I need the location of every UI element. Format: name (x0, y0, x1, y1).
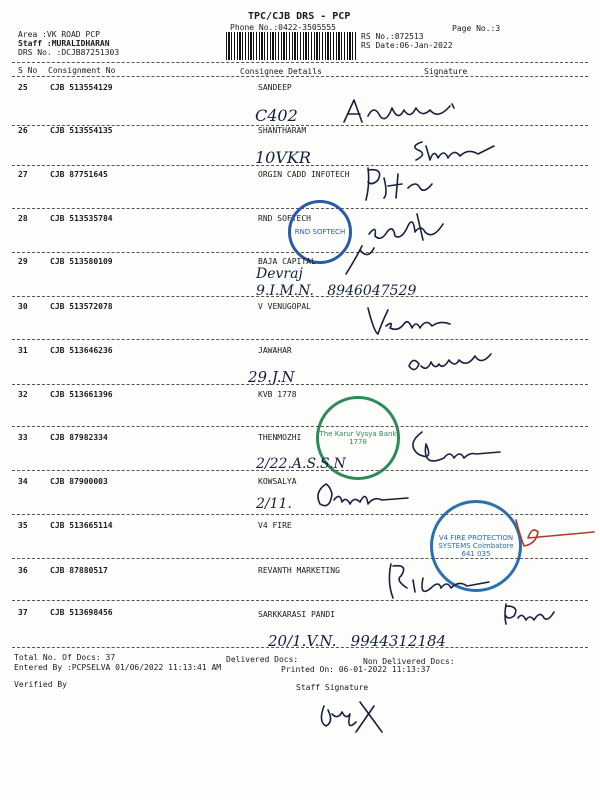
signature-icon (408, 138, 498, 164)
row-consignee: JAWAHAR (258, 346, 292, 355)
row-consignment: CJB 513554135 (50, 126, 113, 135)
total-docs: Total No. Of Docs: 37 (14, 653, 116, 662)
row-sno: 27 (18, 170, 28, 179)
signature-icon (385, 558, 495, 602)
row-divider (12, 296, 588, 297)
row-divider (12, 252, 588, 253)
company-stamp: RND SOFTECH (288, 200, 352, 264)
row-consignee: BAJA CAPITAL (258, 257, 316, 266)
column-consignee: Consignee Details (240, 67, 322, 76)
signature-icon (362, 164, 442, 204)
signature-icon (405, 346, 495, 380)
column-sno: S No (18, 66, 38, 75)
row-handwritten-note: 2/22.A.S.S.N (256, 456, 346, 472)
row-sno: 32 (18, 390, 28, 399)
signature-icon (340, 240, 380, 276)
row-sno: 34 (18, 477, 28, 486)
row-consignee: SARKKARASI PANDI (258, 610, 336, 619)
row-consignment: CJB 87900003 (50, 477, 108, 486)
page-number: Page No.:3 (452, 24, 501, 33)
row-divider (12, 339, 588, 340)
row-consignment: CJB 513535784 (50, 214, 113, 223)
verified-by: Verified By (14, 680, 67, 689)
staff-signature-label: Staff Signature (296, 683, 369, 692)
row-divider (12, 470, 588, 471)
printed-on: Printed On: 06-01-2022 11:13:37 (281, 665, 431, 674)
row-consignee: SANDEEP (258, 83, 292, 92)
staff-signature-icon (316, 692, 386, 736)
row-sno: 30 (18, 302, 28, 311)
rs-number: RS No.:872513 (361, 32, 424, 41)
row-consignment: CJB 513698456 (50, 608, 113, 617)
signature-icon (500, 600, 560, 628)
delivered-docs: Delivered Docs: (226, 655, 299, 664)
non-delivered-docs: Non Delivered Docs: (363, 657, 455, 666)
row-divider (12, 647, 588, 648)
row-divider (12, 558, 588, 559)
row-sno: 37 (18, 608, 28, 617)
document-title: TPC/CJB DRS - PCP (248, 11, 351, 22)
rs-date: RS Date:06-Jan-2022 (361, 41, 453, 50)
row-divider (12, 384, 588, 385)
header-divider-top (12, 62, 588, 63)
row-handwritten-note: Devraj 9.I.M.N. 8946047529 (256, 266, 417, 299)
row-consignment: CJB 513646236 (50, 346, 113, 355)
row-consignment: CJB 87751645 (50, 170, 108, 179)
signature-icon (364, 302, 454, 338)
row-divider (12, 165, 588, 166)
row-consignee: THENMOZHI (258, 433, 302, 442)
company-stamp: V4 FIRE PROTECTION SYSTEMS Coimbatore 641 035 (430, 500, 522, 592)
row-consignment: CJB 513580109 (50, 257, 113, 266)
row-consignment: CJB 513572078 (50, 302, 113, 311)
row-consignment: CJB 87880517 (50, 566, 108, 575)
row-consignee: SHANTHARAM (258, 126, 307, 135)
row-consignment: CJB 513661396 (50, 390, 113, 399)
entered-by: Entered By :PCPSELVA 01/06/2022 11:13:41 AM (14, 663, 222, 672)
signature-icon (312, 478, 412, 514)
barcode (226, 32, 356, 60)
phone-number: Phone No.:0422-3505555 (230, 23, 336, 32)
row-handwritten-note: 29.J.N (248, 368, 295, 386)
row-consignee: V VENUGOPAL (258, 302, 311, 311)
row-sno: 25 (18, 83, 28, 92)
row-consignee: ORGIN CADD INFOTECH (258, 170, 350, 179)
area-label: Area :VK ROAD PCP (18, 30, 100, 39)
row-consignee: RND SOFTECH (258, 214, 311, 223)
row-consignment: CJB 513665114 (50, 521, 113, 530)
row-consignment: CJB 87982334 (50, 433, 108, 442)
row-sno: 26 (18, 126, 28, 135)
row-sno: 28 (18, 214, 28, 223)
row-sno: 33 (18, 433, 28, 442)
signature-icon (404, 424, 504, 472)
staff-label: Staff :MURALIDHARAN (18, 39, 110, 48)
drs-number: DRS No. :DCJB87251303 (18, 48, 120, 57)
row-consignee: KOWSALYA (258, 477, 297, 486)
row-consignment: CJB 513554129 (50, 83, 113, 92)
row-handwritten-note: 2/11. (256, 496, 292, 512)
signature-icon (508, 516, 598, 556)
row-consignee: V4 FIRE (258, 521, 292, 530)
row-handwritten-note: 20/1.V.N. 9944312184 (268, 632, 447, 650)
signature-icon (340, 96, 470, 126)
column-consignment: Consignment No (48, 66, 116, 75)
row-sno: 36 (18, 566, 28, 575)
row-consignee: REVANTH MARKETING (258, 566, 340, 575)
column-signature: Signature (424, 67, 468, 76)
row-sno: 35 (18, 521, 28, 530)
row-sno: 29 (18, 257, 28, 266)
bank-stamp: The Karur Vysya Bank 1778 (316, 396, 400, 480)
row-handwritten-note: C402 (255, 106, 298, 125)
row-sno: 31 (18, 346, 28, 355)
row-handwritten-note: 10VKR (255, 148, 311, 167)
row-consignee: KVB 1778 (258, 390, 297, 399)
header-divider-bottom (12, 76, 588, 77)
